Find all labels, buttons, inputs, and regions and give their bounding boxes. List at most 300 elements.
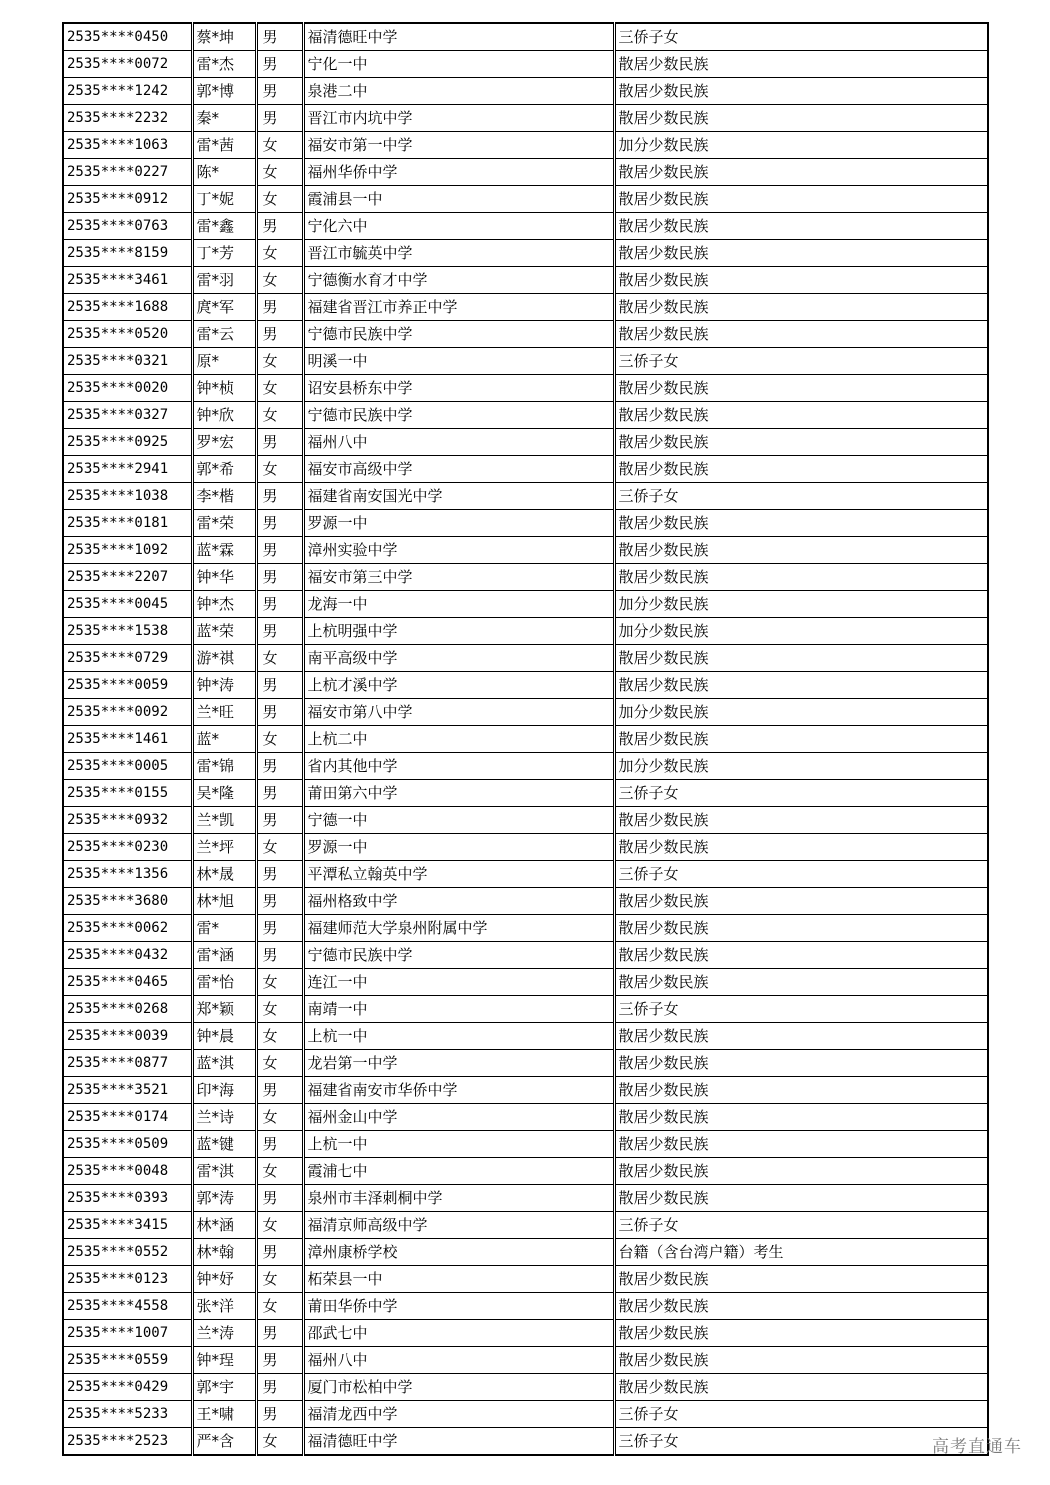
school-cell: 上杭一中 bbox=[303, 1131, 614, 1158]
candidate-id-cell: 2535****1063 bbox=[63, 132, 192, 159]
candidate-id-cell: 2535****0393 bbox=[63, 1185, 192, 1212]
table-row bbox=[63, 186, 988, 213]
school-cell: 漳州实验中学 bbox=[303, 537, 614, 564]
candidate-name-cell: 钟*晨 bbox=[192, 1023, 256, 1050]
table-row bbox=[63, 699, 988, 726]
gender-cell: 男 bbox=[256, 1347, 303, 1374]
table-row bbox=[63, 105, 988, 132]
candidate-name-cell: 钟*桢 bbox=[192, 375, 256, 402]
candidate-name-cell: 郭*宇 bbox=[192, 1374, 256, 1401]
gender-cell: 男 bbox=[256, 780, 303, 807]
table-row bbox=[63, 645, 988, 672]
candidate-id-cell: 2535****0005 bbox=[63, 753, 192, 780]
table-row bbox=[63, 429, 988, 456]
gender-cell: 女 bbox=[256, 1266, 303, 1293]
category-cell: 散居少数民族 bbox=[614, 186, 988, 213]
school-cell: 泉州市丰泽刺桐中学 bbox=[303, 1185, 614, 1212]
candidate-id-cell: 2535****0763 bbox=[63, 213, 192, 240]
table-row bbox=[63, 348, 988, 375]
category-cell: 加分少数民族 bbox=[614, 753, 988, 780]
school-cell: 邵武七中 bbox=[303, 1320, 614, 1347]
candidate-id-cell: 2535****0465 bbox=[63, 969, 192, 996]
candidate-id-cell: 2535****2941 bbox=[63, 456, 192, 483]
category-cell: 散居少数民族 bbox=[614, 1104, 988, 1131]
table-row bbox=[63, 591, 988, 618]
candidate-name-cell: 兰*诗 bbox=[192, 1104, 256, 1131]
gender-cell: 女 bbox=[256, 834, 303, 861]
candidate-id-cell: 2535****0227 bbox=[63, 159, 192, 186]
school-cell: 南平高级中学 bbox=[303, 645, 614, 672]
table-row bbox=[63, 78, 988, 105]
candidate-name-cell: 雷*涵 bbox=[192, 942, 256, 969]
table-row bbox=[63, 861, 988, 888]
gender-cell: 女 bbox=[256, 348, 303, 375]
category-cell: 加分少数民族 bbox=[614, 132, 988, 159]
gender-cell: 男 bbox=[256, 1374, 303, 1401]
category-cell: 散居少数民族 bbox=[614, 915, 988, 942]
table-row bbox=[63, 537, 988, 564]
school-cell: 晋江市内坑中学 bbox=[303, 105, 614, 132]
candidate-name-cell: 兰*涛 bbox=[192, 1320, 256, 1347]
candidate-id-cell: 2535****0432 bbox=[63, 942, 192, 969]
school-cell: 福州华侨中学 bbox=[303, 159, 614, 186]
gender-cell: 女 bbox=[256, 375, 303, 402]
school-cell: 福安市高级中学 bbox=[303, 456, 614, 483]
candidate-name-cell: 雷*淇 bbox=[192, 1158, 256, 1185]
candidate-id-cell: 2535****1092 bbox=[63, 537, 192, 564]
category-cell: 散居少数民族 bbox=[614, 375, 988, 402]
gender-cell: 男 bbox=[256, 942, 303, 969]
candidate-id-cell: 2535****1007 bbox=[63, 1320, 192, 1347]
candidate-id-cell: 2535****0123 bbox=[63, 1266, 192, 1293]
school-cell: 福安市第八中学 bbox=[303, 699, 614, 726]
table-row bbox=[63, 564, 988, 591]
category-cell: 散居少数民族 bbox=[614, 807, 988, 834]
candidate-id-cell: 2535****0230 bbox=[63, 834, 192, 861]
gender-cell: 女 bbox=[256, 1104, 303, 1131]
candidate-id-cell: 2535****1688 bbox=[63, 294, 192, 321]
candidate-id-cell: 2535****0048 bbox=[63, 1158, 192, 1185]
gender-cell: 女 bbox=[256, 726, 303, 753]
school-cell: 福州金山中学 bbox=[303, 1104, 614, 1131]
school-cell: 莆田第六中学 bbox=[303, 780, 614, 807]
category-cell: 三侨子女 bbox=[614, 1428, 988, 1456]
category-cell: 散居少数民族 bbox=[614, 1050, 988, 1077]
category-cell: 散居少数民族 bbox=[614, 294, 988, 321]
candidate-name-cell: 王*啸 bbox=[192, 1401, 256, 1428]
school-cell: 龙海一中 bbox=[303, 591, 614, 618]
candidate-id-cell: 2535****0729 bbox=[63, 645, 192, 672]
candidate-name-cell: 丁*芳 bbox=[192, 240, 256, 267]
table-row bbox=[63, 1374, 988, 1401]
table-row bbox=[63, 753, 988, 780]
table-row bbox=[63, 375, 988, 402]
school-cell: 柘荣县一中 bbox=[303, 1266, 614, 1293]
candidate-id-cell: 2535****0062 bbox=[63, 915, 192, 942]
school-cell: 厦门市松柏中学 bbox=[303, 1374, 614, 1401]
candidate-name-cell: 陈* bbox=[192, 159, 256, 186]
table-row bbox=[63, 834, 988, 861]
school-cell: 上杭一中 bbox=[303, 1023, 614, 1050]
table-row bbox=[63, 1401, 988, 1428]
gender-cell: 女 bbox=[256, 402, 303, 429]
category-cell: 散居少数民族 bbox=[614, 1347, 988, 1374]
gender-cell: 男 bbox=[256, 1077, 303, 1104]
candidate-id-cell: 2535****1038 bbox=[63, 483, 192, 510]
candidate-table bbox=[62, 22, 989, 1456]
school-cell: 罗源一中 bbox=[303, 834, 614, 861]
gender-cell: 男 bbox=[256, 618, 303, 645]
table-row bbox=[63, 1293, 988, 1320]
candidate-id-cell: 2535****0039 bbox=[63, 1023, 192, 1050]
table-row bbox=[63, 132, 988, 159]
category-cell: 散居少数民族 bbox=[614, 429, 988, 456]
candidate-id-cell: 2535****1242 bbox=[63, 78, 192, 105]
candidate-name-cell: 严*含 bbox=[192, 1428, 256, 1456]
school-cell: 福建省晋江市养正中学 bbox=[303, 294, 614, 321]
school-cell: 宁德衡水育才中学 bbox=[303, 267, 614, 294]
category-cell: 散居少数民族 bbox=[614, 1320, 988, 1347]
gender-cell: 男 bbox=[256, 1320, 303, 1347]
gender-cell: 男 bbox=[256, 51, 303, 78]
category-cell: 加分少数民族 bbox=[614, 618, 988, 645]
table-row bbox=[63, 807, 988, 834]
candidate-name-cell: 林*晟 bbox=[192, 861, 256, 888]
category-cell: 加分少数民族 bbox=[614, 699, 988, 726]
category-cell: 散居少数民族 bbox=[614, 969, 988, 996]
category-cell: 散居少数民族 bbox=[614, 1185, 988, 1212]
gender-cell: 女 bbox=[256, 1023, 303, 1050]
table-row bbox=[63, 483, 988, 510]
school-cell: 莆田华侨中学 bbox=[303, 1293, 614, 1320]
school-cell: 宁德市民族中学 bbox=[303, 402, 614, 429]
gender-cell: 男 bbox=[256, 861, 303, 888]
candidate-name-cell: 钟*欣 bbox=[192, 402, 256, 429]
candidate-id-cell: 2535****0450 bbox=[63, 23, 192, 51]
watermark: 高考直通车 bbox=[932, 1437, 1022, 1457]
table-row bbox=[63, 321, 988, 348]
candidate-id-cell: 2535****0181 bbox=[63, 510, 192, 537]
school-cell: 福清京师高级中学 bbox=[303, 1212, 614, 1239]
table-row bbox=[63, 888, 988, 915]
candidate-name-cell: 钟*妤 bbox=[192, 1266, 256, 1293]
candidate-id-cell: 2535****1461 bbox=[63, 726, 192, 753]
candidate-id-cell: 2535****8159 bbox=[63, 240, 192, 267]
candidate-id-cell: 2535****2232 bbox=[63, 105, 192, 132]
candidate-id-cell: 2535****0020 bbox=[63, 375, 192, 402]
table-row bbox=[63, 1104, 988, 1131]
table-row bbox=[63, 1185, 988, 1212]
table-row bbox=[63, 1077, 988, 1104]
table-row bbox=[63, 1050, 988, 1077]
gender-cell: 男 bbox=[256, 888, 303, 915]
candidate-id-cell: 2535****0552 bbox=[63, 1239, 192, 1266]
table-row bbox=[63, 780, 988, 807]
school-cell: 连江一中 bbox=[303, 969, 614, 996]
gender-cell: 女 bbox=[256, 159, 303, 186]
candidate-name-cell: 雷* bbox=[192, 915, 256, 942]
category-cell: 三侨子女 bbox=[614, 780, 988, 807]
candidate-name-cell: 丁*妮 bbox=[192, 186, 256, 213]
table-row bbox=[63, 267, 988, 294]
table-row bbox=[63, 23, 988, 51]
gender-cell: 男 bbox=[256, 591, 303, 618]
candidate-name-cell: 原* bbox=[192, 348, 256, 375]
table-row bbox=[63, 1320, 988, 1347]
category-cell: 散居少数民族 bbox=[614, 240, 988, 267]
candidate-id-cell: 2535****0429 bbox=[63, 1374, 192, 1401]
table-row bbox=[63, 969, 988, 996]
gender-cell: 女 bbox=[256, 1293, 303, 1320]
candidate-id-cell: 2535****4558 bbox=[63, 1293, 192, 1320]
category-cell: 散居少数民族 bbox=[614, 1293, 988, 1320]
table-row bbox=[63, 402, 988, 429]
candidate-name-cell: 蓝* bbox=[192, 726, 256, 753]
category-cell: 三侨子女 bbox=[614, 861, 988, 888]
gender-cell: 女 bbox=[256, 240, 303, 267]
gender-cell: 男 bbox=[256, 564, 303, 591]
school-cell: 宁化一中 bbox=[303, 51, 614, 78]
candidate-name-cell: 兰*凯 bbox=[192, 807, 256, 834]
candidate-id-cell: 2535****0155 bbox=[63, 780, 192, 807]
table-row bbox=[63, 294, 988, 321]
gender-cell: 男 bbox=[256, 1239, 303, 1266]
category-cell: 台籍（含台湾户籍）考生 bbox=[614, 1239, 988, 1266]
candidate-name-cell: 雷*羽 bbox=[192, 267, 256, 294]
candidate-name-cell: 李*楷 bbox=[192, 483, 256, 510]
gender-cell: 男 bbox=[256, 1131, 303, 1158]
candidate-id-cell: 2535****0327 bbox=[63, 402, 192, 429]
category-cell: 散居少数民族 bbox=[614, 537, 988, 564]
table-row bbox=[63, 213, 988, 240]
school-cell: 福安市第三中学 bbox=[303, 564, 614, 591]
category-cell: 三侨子女 bbox=[614, 348, 988, 375]
gender-cell: 男 bbox=[256, 753, 303, 780]
gender-cell: 男 bbox=[256, 915, 303, 942]
candidate-name-cell: 林*翰 bbox=[192, 1239, 256, 1266]
school-cell: 福建省南安市华侨中学 bbox=[303, 1077, 614, 1104]
category-cell: 散居少数民族 bbox=[614, 672, 988, 699]
candidate-id-cell: 2535****3415 bbox=[63, 1212, 192, 1239]
gender-cell: 女 bbox=[256, 456, 303, 483]
candidate-name-cell: 林*旭 bbox=[192, 888, 256, 915]
candidate-name-cell: 雷*云 bbox=[192, 321, 256, 348]
category-cell: 三侨子女 bbox=[614, 996, 988, 1023]
candidate-name-cell: 秦* bbox=[192, 105, 256, 132]
table-row bbox=[63, 240, 988, 267]
category-cell: 散居少数民族 bbox=[614, 1374, 988, 1401]
candidate-name-cell: 蓝*键 bbox=[192, 1131, 256, 1158]
school-cell: 福州八中 bbox=[303, 1347, 614, 1374]
category-cell: 散居少数民族 bbox=[614, 510, 988, 537]
category-cell: 散居少数民族 bbox=[614, 888, 988, 915]
school-cell: 宁德一中 bbox=[303, 807, 614, 834]
candidate-id-cell: 2535****2523 bbox=[63, 1428, 192, 1456]
category-cell: 散居少数民族 bbox=[614, 834, 988, 861]
gender-cell: 男 bbox=[256, 429, 303, 456]
candidate-id-cell: 2535****0045 bbox=[63, 591, 192, 618]
school-cell: 福建师范大学泉州附属中学 bbox=[303, 915, 614, 942]
category-cell: 三侨子女 bbox=[614, 483, 988, 510]
school-cell: 福清德旺中学 bbox=[303, 1428, 614, 1456]
candidate-name-cell: 雷*怡 bbox=[192, 969, 256, 996]
candidate-name-cell: 雷*鑫 bbox=[192, 213, 256, 240]
table-row bbox=[63, 1266, 988, 1293]
candidate-name-cell: 郭*博 bbox=[192, 78, 256, 105]
candidate-id-cell: 2535****3680 bbox=[63, 888, 192, 915]
category-cell: 散居少数民族 bbox=[614, 1023, 988, 1050]
school-cell: 泉港二中 bbox=[303, 78, 614, 105]
school-cell: 诏安县桥东中学 bbox=[303, 375, 614, 402]
school-cell: 漳州康桥学校 bbox=[303, 1239, 614, 1266]
candidate-name-cell: 蔡*坤 bbox=[192, 23, 256, 51]
candidate-id-cell: 2535****0877 bbox=[63, 1050, 192, 1077]
candidate-name-cell: 蓝*荣 bbox=[192, 618, 256, 645]
candidate-id-cell: 2535****0321 bbox=[63, 348, 192, 375]
category-cell: 散居少数民族 bbox=[614, 402, 988, 429]
category-cell: 散居少数民族 bbox=[614, 213, 988, 240]
candidate-table-body bbox=[63, 23, 988, 1455]
category-cell: 三侨子女 bbox=[614, 23, 988, 51]
gender-cell: 男 bbox=[256, 537, 303, 564]
gender-cell: 女 bbox=[256, 969, 303, 996]
school-cell: 福州格致中学 bbox=[303, 888, 614, 915]
table-row bbox=[63, 510, 988, 537]
candidate-name-cell: 郭*涛 bbox=[192, 1185, 256, 1212]
gender-cell: 男 bbox=[256, 1401, 303, 1428]
table-row bbox=[63, 996, 988, 1023]
candidate-id-cell: 2535****0174 bbox=[63, 1104, 192, 1131]
gender-cell: 男 bbox=[256, 105, 303, 132]
gender-cell: 男 bbox=[256, 483, 303, 510]
candidate-name-cell: 罗*宏 bbox=[192, 429, 256, 456]
candidate-name-cell: 吴*隆 bbox=[192, 780, 256, 807]
candidate-name-cell: 钟*涛 bbox=[192, 672, 256, 699]
school-cell: 南靖一中 bbox=[303, 996, 614, 1023]
candidate-name-cell: 郭*希 bbox=[192, 456, 256, 483]
candidate-id-cell: 2535****0912 bbox=[63, 186, 192, 213]
gender-cell: 女 bbox=[256, 1158, 303, 1185]
candidate-id-cell: 2535****5233 bbox=[63, 1401, 192, 1428]
school-cell: 宁化六中 bbox=[303, 213, 614, 240]
gender-cell: 男 bbox=[256, 294, 303, 321]
school-cell: 省内其他中学 bbox=[303, 753, 614, 780]
candidate-name-cell: 兰*旺 bbox=[192, 699, 256, 726]
school-cell: 上杭二中 bbox=[303, 726, 614, 753]
category-cell: 散居少数民族 bbox=[614, 942, 988, 969]
candidate-id-cell: 2535****0559 bbox=[63, 1347, 192, 1374]
category-cell: 三侨子女 bbox=[614, 1212, 988, 1239]
school-cell: 明溪一中 bbox=[303, 348, 614, 375]
school-cell: 平潭私立翰英中学 bbox=[303, 861, 614, 888]
category-cell: 散居少数民族 bbox=[614, 321, 988, 348]
category-cell: 散居少数民族 bbox=[614, 564, 988, 591]
table-row bbox=[63, 726, 988, 753]
table-row bbox=[63, 942, 988, 969]
gender-cell: 男 bbox=[256, 1185, 303, 1212]
category-cell: 散居少数民族 bbox=[614, 1158, 988, 1185]
gender-cell: 男 bbox=[256, 23, 303, 51]
school-cell: 福清龙西中学 bbox=[303, 1401, 614, 1428]
candidate-id-cell: 2535****3521 bbox=[63, 1077, 192, 1104]
gender-cell: 男 bbox=[256, 807, 303, 834]
category-cell: 散居少数民族 bbox=[614, 1266, 988, 1293]
gender-cell: 女 bbox=[256, 1212, 303, 1239]
gender-cell: 女 bbox=[256, 645, 303, 672]
table-row bbox=[63, 1158, 988, 1185]
category-cell: 散居少数民族 bbox=[614, 159, 988, 186]
candidate-name-cell: 庹*军 bbox=[192, 294, 256, 321]
candidate-name-cell: 印*海 bbox=[192, 1077, 256, 1104]
table-row bbox=[63, 159, 988, 186]
school-cell: 福建省南安国光中学 bbox=[303, 483, 614, 510]
category-cell: 散居少数民族 bbox=[614, 1131, 988, 1158]
candidate-id-cell: 2535****0925 bbox=[63, 429, 192, 456]
category-cell: 散居少数民族 bbox=[614, 78, 988, 105]
candidate-name-cell: 雷*锦 bbox=[192, 753, 256, 780]
category-cell: 散居少数民族 bbox=[614, 51, 988, 78]
school-cell: 晋江市毓英中学 bbox=[303, 240, 614, 267]
candidate-id-cell: 2535****0509 bbox=[63, 1131, 192, 1158]
category-cell: 散居少数民族 bbox=[614, 456, 988, 483]
school-cell: 福安市第一中学 bbox=[303, 132, 614, 159]
gender-cell: 男 bbox=[256, 510, 303, 537]
gender-cell: 女 bbox=[256, 267, 303, 294]
category-cell: 三侨子女 bbox=[614, 1401, 988, 1428]
gender-cell: 女 bbox=[256, 132, 303, 159]
candidate-id-cell: 2535****0932 bbox=[63, 807, 192, 834]
candidate-id-cell: 2535****0092 bbox=[63, 699, 192, 726]
candidate-name-cell: 张*洋 bbox=[192, 1293, 256, 1320]
table-row bbox=[63, 1023, 988, 1050]
table-row bbox=[63, 1131, 988, 1158]
category-cell: 散居少数民族 bbox=[614, 726, 988, 753]
gender-cell: 男 bbox=[256, 672, 303, 699]
candidate-name-cell: 钟*珵 bbox=[192, 1347, 256, 1374]
school-cell: 龙岩第一中学 bbox=[303, 1050, 614, 1077]
school-cell: 霞浦县一中 bbox=[303, 186, 614, 213]
school-cell: 宁德市民族中学 bbox=[303, 942, 614, 969]
candidate-id-cell: 2535****0072 bbox=[63, 51, 192, 78]
category-cell: 散居少数民族 bbox=[614, 1077, 988, 1104]
candidate-name-cell: 游*祺 bbox=[192, 645, 256, 672]
gender-cell: 男 bbox=[256, 78, 303, 105]
school-cell: 宁德市民族中学 bbox=[303, 321, 614, 348]
table-row bbox=[63, 915, 988, 942]
candidate-name-cell: 雷*荣 bbox=[192, 510, 256, 537]
school-cell: 上杭明强中学 bbox=[303, 618, 614, 645]
candidate-name-cell: 郑*颖 bbox=[192, 996, 256, 1023]
school-cell: 福清德旺中学 bbox=[303, 23, 614, 51]
table-row bbox=[63, 1428, 988, 1456]
category-cell: 散居少数民族 bbox=[614, 645, 988, 672]
candidate-id-cell: 2535****1356 bbox=[63, 861, 192, 888]
candidate-name-cell: 林*涵 bbox=[192, 1212, 256, 1239]
table-row bbox=[63, 51, 988, 78]
category-cell: 散居少数民族 bbox=[614, 267, 988, 294]
table-row bbox=[63, 1212, 988, 1239]
category-cell: 加分少数民族 bbox=[614, 591, 988, 618]
table-row bbox=[63, 672, 988, 699]
candidate-name-cell: 蓝*淇 bbox=[192, 1050, 256, 1077]
gender-cell: 女 bbox=[256, 1428, 303, 1456]
table-row bbox=[63, 1239, 988, 1266]
candidate-name-cell: 蓝*霖 bbox=[192, 537, 256, 564]
candidate-name-cell: 雷*茜 bbox=[192, 132, 256, 159]
school-cell: 上杭才溪中学 bbox=[303, 672, 614, 699]
candidate-name-cell: 雷*杰 bbox=[192, 51, 256, 78]
gender-cell: 女 bbox=[256, 1050, 303, 1077]
